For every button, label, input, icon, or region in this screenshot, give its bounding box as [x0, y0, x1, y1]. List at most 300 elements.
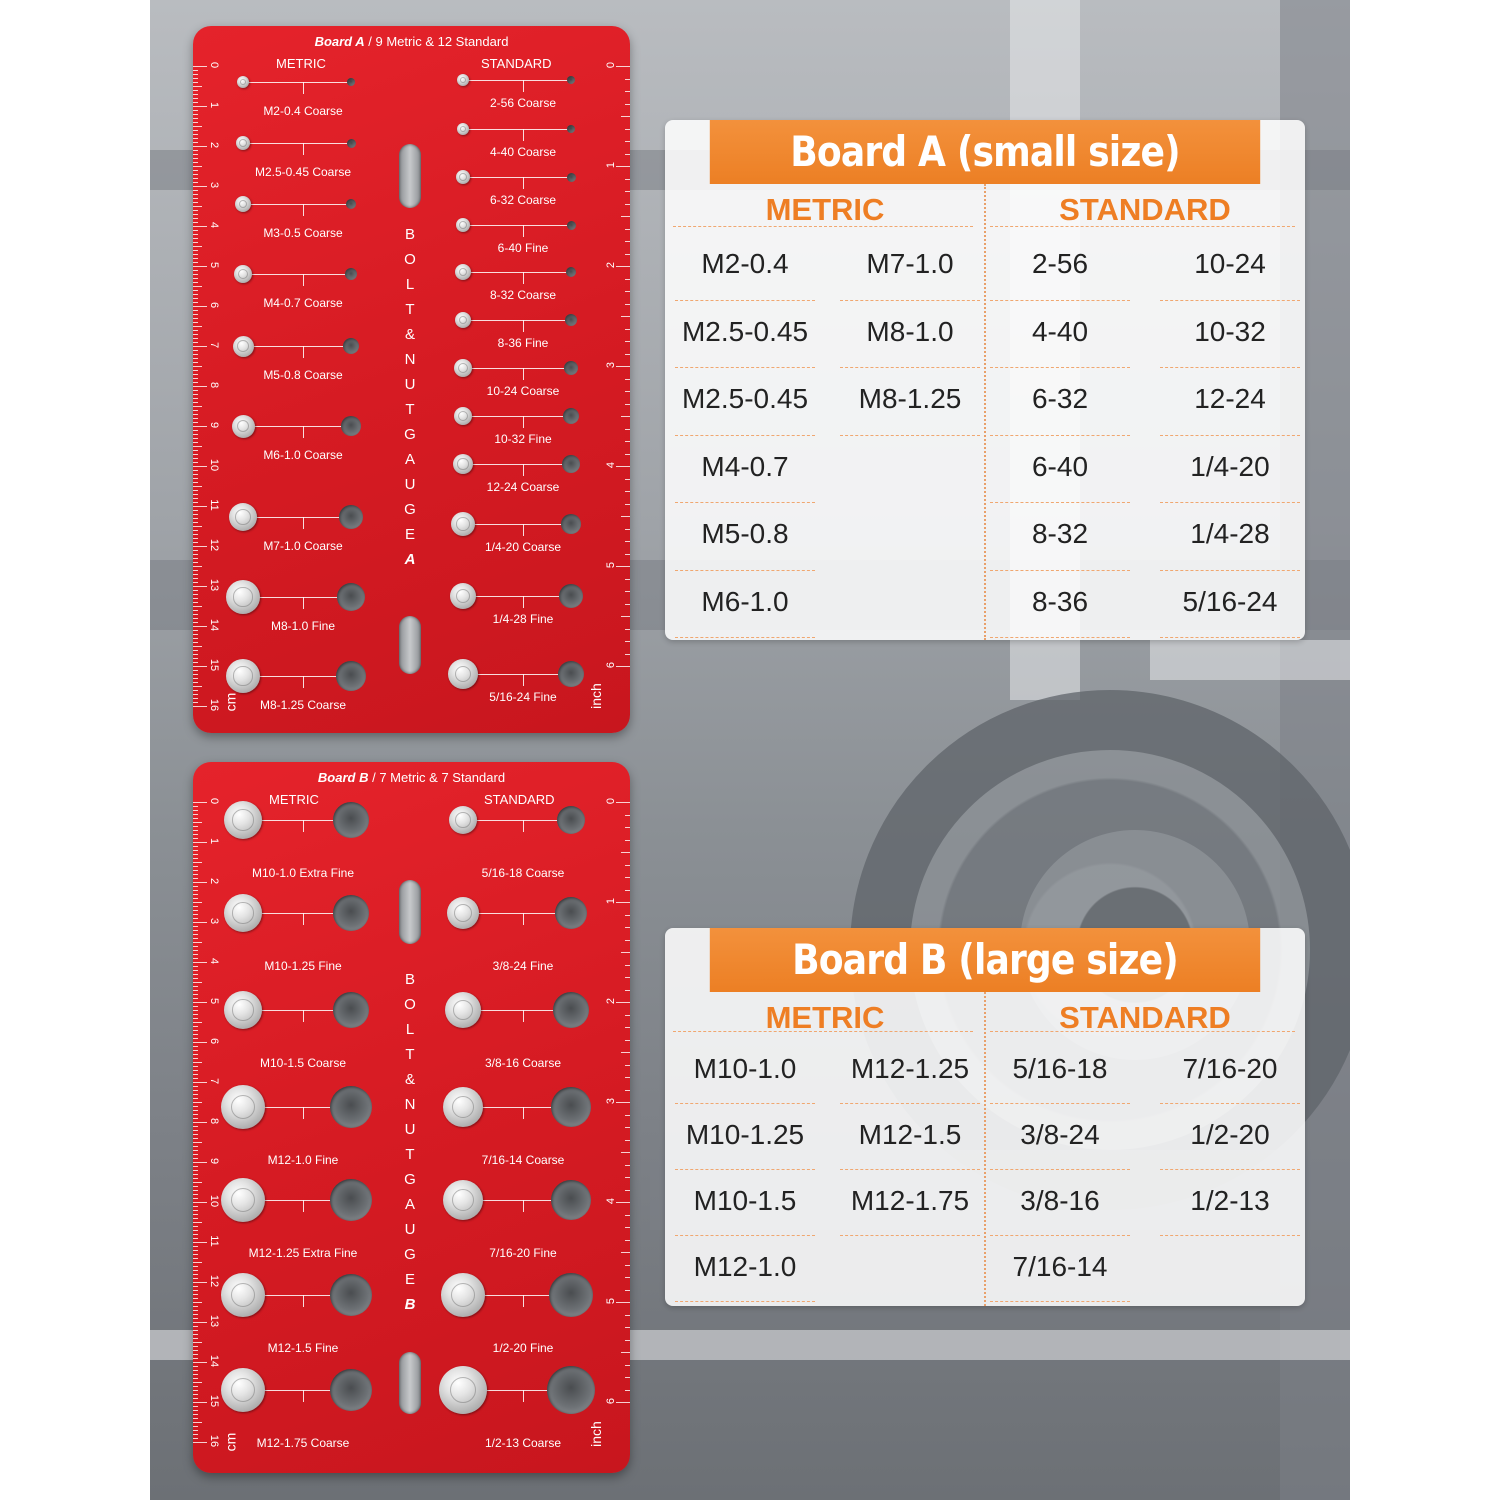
ruler-tick [193, 1430, 198, 1431]
ruler-tick [625, 591, 630, 592]
ruler-tick [193, 1338, 198, 1339]
ruler-tick [193, 94, 198, 95]
ruler-number: 5 [208, 261, 220, 269]
ruler-tick [625, 204, 630, 205]
ruler-tick [193, 1442, 207, 1443]
vertical-letter: U [404, 1121, 416, 1138]
vertical-letter: G [404, 1171, 416, 1188]
ruler-tick [193, 1150, 198, 1151]
gauge-line [303, 913, 304, 925]
cell-underline [1160, 1103, 1300, 1104]
ruler-tick [193, 1074, 198, 1075]
ruler-tick [193, 1086, 198, 1087]
ruler-tick [193, 966, 198, 967]
hanging-slot-top [399, 880, 421, 944]
ruler-tick [193, 118, 198, 119]
size-label: 12-24 Coarse [486, 480, 560, 494]
gauge-line [243, 143, 351, 144]
ruler-tick [193, 1266, 198, 1267]
nut-test-hole [347, 139, 356, 148]
size-label: M12-1.5 Fine [267, 1341, 339, 1355]
ruler-tick [193, 418, 198, 419]
ruler-tick [193, 410, 198, 411]
cell-underline [990, 570, 1130, 571]
vertical-letter: B [404, 971, 415, 988]
size-label: 4-40 Coarse [489, 145, 557, 159]
nut-test-hole [555, 897, 587, 929]
gauge-line [523, 1107, 524, 1119]
ruler-tick [193, 150, 198, 151]
ruler-tick [625, 179, 630, 180]
ruler-tick [193, 74, 198, 75]
vertical-letter: L [405, 276, 415, 293]
ruler-tick [193, 1138, 198, 1139]
nut-test-hole [565, 314, 577, 326]
table-a-title: Board A (small size) [710, 120, 1260, 184]
table-cell: 4-40 [1031, 315, 1089, 347]
nut-test-hole [558, 661, 584, 687]
size-label: 7/16-14 Coarse [481, 1153, 565, 1167]
table-cell: M5-0.8 [701, 518, 789, 549]
cell-underline [675, 1235, 815, 1236]
table-cell: M2.5-0.45 [681, 383, 809, 414]
table-cell: 1/4-28 [1190, 518, 1270, 549]
ruler-tick [193, 1014, 198, 1015]
ruler-tick [193, 602, 198, 603]
ruler-tick [621, 852, 630, 853]
ruler-tick [193, 1042, 207, 1043]
ruler-tick [616, 566, 630, 567]
ruler-tick [193, 886, 198, 887]
ruler-tick [193, 1274, 198, 1275]
gauge-line [523, 1295, 524, 1307]
ruler-tick [625, 629, 630, 630]
ruler-tick [193, 514, 198, 515]
ruler-tick [193, 986, 198, 987]
table-cell: 10-32 [1194, 315, 1266, 347]
ruler-tick [193, 546, 207, 547]
ruler-tick [625, 641, 630, 642]
ruler-tick [616, 166, 630, 167]
ruler-tick [621, 416, 630, 417]
nut-test-hole [345, 268, 357, 280]
table-cell: M7-1.0 [866, 248, 954, 279]
ruler-tick [193, 198, 198, 199]
ruler-tick [193, 434, 198, 435]
ruler-tick [193, 1198, 198, 1199]
cm-ruler [193, 61, 220, 713]
board-a-title: Board A / 9 Metric & 12 Standard [314, 34, 509, 49]
ruler-tick [193, 1078, 198, 1079]
ruler-tick [625, 877, 630, 878]
ruler-tick [625, 1140, 630, 1141]
cell-underline [1160, 502, 1300, 503]
gauge-line [463, 820, 571, 821]
gauge-line [303, 1390, 304, 1402]
ruler-tick [625, 1015, 630, 1016]
gauge-line [523, 368, 524, 380]
table-cell: M10-1.0 [693, 1053, 797, 1084]
gauge-line [523, 820, 524, 832]
size-label: M2.5-0.45 Coarse [254, 165, 352, 179]
ruler-number: 12 [208, 538, 220, 552]
ruler-tick [193, 354, 198, 355]
ruler-tick [193, 574, 198, 575]
ruler-tick [193, 822, 202, 823]
ruler-tick [193, 702, 198, 703]
ruler-tick [193, 982, 202, 983]
ruler-tick [193, 670, 198, 671]
ruler-tick [193, 1034, 198, 1035]
ruler-tick [193, 474, 198, 475]
ruler-tick [193, 510, 198, 511]
ruler-tick [193, 278, 198, 279]
nut-test-hole [559, 584, 583, 608]
ruler-tick [193, 866, 198, 867]
size-label: M12-1.0 Fine [267, 1153, 339, 1167]
ruler-tick [193, 1210, 198, 1211]
gauge-line [523, 177, 524, 189]
ruler-tick [193, 362, 198, 363]
ruler-tick [625, 1177, 630, 1178]
table-a-metric-heading: METRIC [765, 192, 885, 227]
ruler-tick [193, 1062, 202, 1063]
ruler-tick [193, 526, 202, 527]
vertical-letter: T [405, 1146, 415, 1163]
inch-unit-label: inch [587, 683, 604, 709]
cell-underline [840, 367, 980, 368]
cell-underline [675, 1169, 815, 1170]
nut-test-hole [563, 408, 579, 424]
board-a-size-table [665, 120, 1305, 640]
table-cell: M8-1.25 [858, 383, 962, 414]
cell-underline [1160, 367, 1300, 368]
ruler-tick [193, 530, 198, 531]
header-underline [673, 226, 973, 227]
ruler-tick [625, 441, 630, 442]
table-cell: 10-24 [1194, 248, 1266, 279]
ruler-tick [193, 1134, 198, 1135]
ruler-tick [193, 1290, 198, 1291]
ruler-tick [193, 494, 198, 495]
ruler-tick [193, 534, 198, 535]
ruler-tick [625, 827, 630, 828]
ruler-tick [625, 977, 630, 978]
bolt-stud [457, 123, 469, 135]
ruler-tick [193, 318, 198, 319]
gauge-line [243, 204, 351, 205]
ruler-tick [193, 690, 198, 691]
size-label: M10-1.0 Extra Fine [251, 866, 355, 880]
ruler-tick [193, 382, 198, 383]
ruler-tick [193, 1422, 202, 1423]
bolt-stud [226, 580, 260, 614]
ruler-tick [193, 642, 198, 643]
ruler-tick [193, 654, 198, 655]
ruler-tick [625, 1365, 630, 1366]
ruler-tick [621, 316, 630, 317]
ruler-number: 3 [605, 361, 617, 369]
ruler-tick [193, 402, 198, 403]
gauge-line [303, 274, 304, 286]
ruler-tick [193, 1406, 198, 1407]
ruler-number: 10 [208, 458, 220, 472]
nut-test-hole [557, 806, 585, 834]
ruler-tick [625, 1340, 630, 1341]
ruler-number: 2 [208, 141, 220, 149]
cm-ruler [193, 797, 220, 1453]
gauge-line [523, 1010, 524, 1022]
ruler-tick [193, 894, 198, 895]
size-label: 8-36 Fine [497, 336, 549, 350]
ruler-tick [193, 246, 202, 247]
table-cell: 8-36 [1031, 585, 1089, 617]
table-cell: 2-56 [1031, 248, 1089, 279]
ruler-number: 0 [208, 61, 220, 69]
ruler-tick [193, 1438, 198, 1439]
ruler-tick [625, 1165, 630, 1166]
ruler-tick [625, 1277, 630, 1278]
ruler-tick [625, 291, 630, 292]
ruler-tick [625, 1227, 630, 1228]
ruler-tick [625, 141, 630, 142]
ruler-tick [193, 82, 198, 83]
ruler-tick [193, 1326, 198, 1327]
gauge-line [463, 272, 571, 273]
ruler-number: 7 [208, 1077, 220, 1085]
ruler-tick [193, 1174, 198, 1175]
gauge-line [303, 1107, 304, 1119]
cell-underline [840, 300, 980, 301]
ruler-tick [193, 1382, 202, 1383]
cell-underline [675, 637, 815, 638]
gauge-line [303, 517, 304, 529]
ruler-number: 0 [605, 797, 617, 805]
ruler-tick [193, 694, 198, 695]
ruler-tick [193, 102, 198, 103]
bolt-stud [456, 218, 470, 232]
ruler-tick [193, 190, 198, 191]
ruler-tick [193, 1258, 198, 1259]
ruler-tick [193, 994, 198, 995]
bolt-stud [234, 265, 252, 283]
ruler-tick [193, 98, 198, 99]
ruler-tick [616, 1002, 630, 1003]
ruler-tick [193, 666, 207, 667]
ruler-tick [193, 106, 207, 107]
ruler-tick [193, 1170, 198, 1171]
ruler-tick [193, 998, 198, 999]
ruler-tick [193, 1142, 202, 1143]
ruler-tick [193, 438, 198, 439]
ruler-tick [193, 802, 207, 803]
ruler-tick [193, 662, 198, 663]
ruler-tick [193, 1194, 198, 1195]
ruler-tick [193, 386, 207, 387]
gauge-line [243, 426, 351, 427]
ruler-tick [193, 166, 202, 167]
nut-test-hole [564, 361, 578, 375]
ruler-tick [193, 1066, 198, 1067]
vertical-letter: U [404, 476, 416, 493]
gauge-line [463, 129, 571, 130]
gauge-line [463, 177, 571, 178]
nut-test-hole [567, 173, 576, 182]
size-label: 5/16-18 Coarse [481, 866, 565, 880]
hanging-slot-bottom [399, 616, 421, 674]
ruler-tick [193, 1386, 198, 1387]
ruler-tick [625, 940, 630, 941]
ruler-tick [193, 1330, 198, 1331]
ruler-number: 4 [208, 221, 220, 229]
ruler-tick [621, 116, 630, 117]
ruler-tick [193, 1318, 198, 1319]
ruler-tick [616, 66, 630, 67]
ruler-tick [625, 154, 630, 155]
gauge-line [303, 426, 304, 438]
ruler-tick [193, 826, 198, 827]
ruler-tick [193, 194, 198, 195]
ruler-tick [625, 1377, 630, 1378]
ruler-number: 5 [605, 1297, 617, 1305]
ruler-tick [625, 1127, 630, 1128]
ruler-tick [193, 1098, 198, 1099]
ruler-tick [193, 398, 198, 399]
ruler-tick [193, 134, 198, 135]
ruler-tick [193, 122, 198, 123]
ruler-tick [625, 379, 630, 380]
vertical-letter: T [405, 1046, 415, 1063]
ruler-tick [625, 1115, 630, 1116]
ruler-tick [193, 1154, 198, 1155]
ruler-tick [621, 1152, 630, 1153]
ruler-tick [193, 174, 198, 175]
ruler-tick [193, 1426, 198, 1427]
size-label: M2-0.4 Coarse [263, 104, 343, 118]
nut-test-hole [343, 338, 359, 354]
ruler-tick [193, 462, 198, 463]
ruler-number: 12 [208, 1274, 220, 1288]
ruler-tick [193, 306, 207, 307]
ruler-tick [193, 222, 198, 223]
ruler-number: 11 [208, 1235, 220, 1247]
ruler-tick [193, 498, 198, 499]
ruler-tick [193, 554, 198, 555]
table-cell: 6-32 [1031, 383, 1089, 414]
ruler-tick [193, 1002, 207, 1003]
ruler-tick [193, 910, 198, 911]
ruler-tick [193, 1186, 198, 1187]
ruler-tick [193, 962, 207, 963]
size-label: 1/4-20 Coarse [484, 540, 562, 554]
ruler-number: 7 [208, 341, 220, 349]
ruler-tick [193, 974, 198, 975]
ruler-tick [625, 454, 630, 455]
ruler-tick [193, 162, 198, 163]
ruler-tick [193, 86, 202, 87]
ruler-tick [193, 110, 198, 111]
gauge-line [523, 464, 524, 476]
ruler-tick [193, 1222, 202, 1223]
size-label: M7-1.0 Coarse [263, 539, 343, 553]
ruler-tick [193, 1278, 198, 1279]
ruler-tick [193, 334, 198, 335]
gauge-line [303, 676, 304, 688]
gauge-line [303, 1295, 304, 1307]
ruler-tick [193, 1038, 198, 1039]
board-a-gauge [193, 26, 630, 733]
nut-test-hole [337, 583, 365, 611]
ruler-tick [193, 1022, 202, 1023]
ruler-tick [193, 442, 198, 443]
ruler-tick [193, 470, 198, 471]
ruler-tick [625, 341, 630, 342]
cell-underline [675, 502, 815, 503]
ruler-tick [625, 865, 630, 866]
ruler-tick [193, 598, 198, 599]
ruler-tick [625, 429, 630, 430]
ruler-tick [193, 346, 207, 347]
gauge-line [243, 274, 351, 275]
ruler-tick [625, 504, 630, 505]
ruler-number: 4 [208, 957, 220, 965]
bolt-stud [233, 336, 254, 357]
ruler-tick [193, 366, 202, 367]
ruler-tick [193, 1354, 198, 1355]
ruler-tick [625, 815, 630, 816]
nut-test-hole [341, 416, 361, 436]
cell-underline [990, 502, 1130, 503]
ruler-tick [193, 262, 198, 263]
ruler-tick [193, 1070, 198, 1071]
ruler-tick [193, 630, 198, 631]
ruler-tick [193, 1346, 198, 1347]
ruler-tick [193, 370, 198, 371]
vertical-letter: O [404, 996, 416, 1013]
ruler-number: 0 [605, 61, 617, 69]
ruler-tick [625, 1027, 630, 1028]
cell-underline [1160, 1235, 1300, 1236]
ruler-tick [193, 130, 198, 131]
ruler-tick [193, 1286, 198, 1287]
ruler-tick [625, 104, 630, 105]
ruler-tick [193, 1294, 198, 1295]
nut-test-hole [346, 199, 356, 209]
size-label: 5/16-24 Fine [489, 690, 557, 704]
ruler-tick [193, 970, 198, 971]
gauge-line [463, 416, 571, 417]
ruler-tick [625, 915, 630, 916]
ruler-tick [193, 238, 198, 239]
ruler-tick [625, 890, 630, 891]
ruler-tick [193, 562, 198, 563]
ruler-tick [193, 626, 207, 627]
bolt-stud [232, 415, 255, 438]
ruler-tick [625, 241, 630, 242]
ruler-tick [193, 842, 207, 843]
ruler-tick [193, 1226, 198, 1227]
board-b-size-table [665, 928, 1305, 1306]
ruler-tick [625, 1190, 630, 1191]
ruler-tick [616, 366, 630, 367]
size-label: M12-1.25 Extra Fine [248, 1246, 358, 1260]
vertical-letter: T [405, 301, 415, 318]
ruler-tick [625, 529, 630, 530]
ruler-tick [193, 834, 198, 835]
cell-underline [675, 435, 815, 436]
table-b-standard-heading: STANDARD [1059, 1000, 1231, 1035]
ruler-tick [193, 582, 198, 583]
